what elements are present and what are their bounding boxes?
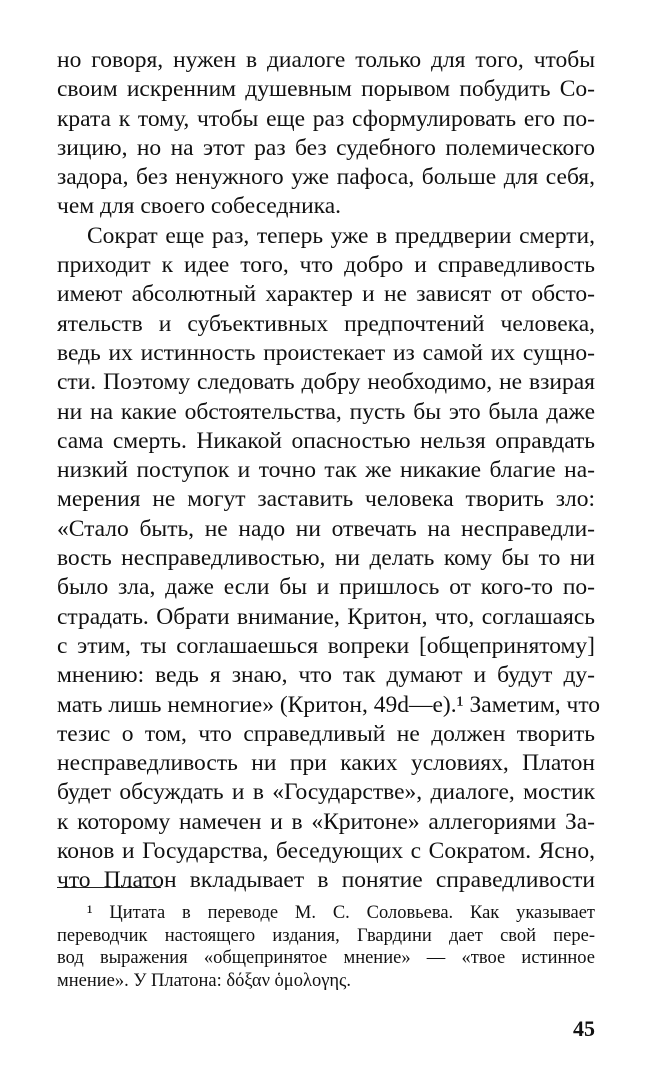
text-line: вость несправедливостью, ни делать кому бы то ни: [57, 545, 595, 572]
text-line: несправедливость ни при каких условиях, Платон: [57, 750, 595, 777]
footnote-line: ¹ Цитата в переводе М. С. Соловьева. Как указывает: [87, 903, 595, 923]
text-line: ни на какие обстоятельства, пусть бы это была даже: [57, 398, 595, 425]
text-line: мать лишь немногие» (Критон, 49d—e).¹ Заметим, что: [57, 691, 601, 718]
text-line: чем для своего собеседника.: [57, 193, 342, 220]
text-line: с этим, ты соглашаешься вопреки [общепринятому]: [57, 632, 595, 659]
main-text: [57, 46, 601, 896]
text-line: страдать. Обрати внимание, Критон, что, соглашаясь: [57, 603, 595, 630]
footnote-divider: [57, 887, 161, 888]
text-line: имеют абсолютный характер и не зависят от обсто-: [57, 281, 595, 308]
footnote-line: мнение». У Платона: δόξαν ὁμολογης.: [57, 970, 351, 991]
text-line: конов и Государства, беседующих с Сократом. Ясно,: [57, 838, 595, 865]
text-line: мнению: ведь я знаю, что так думают и будут ду-: [57, 662, 595, 689]
text-line: приходит к идее того, что добро и справедливость: [57, 252, 595, 279]
text-line: крата к тому, чтобы еще раз сформулировать его по-: [57, 105, 595, 132]
text-line: к которому намечен и в «Критоне» аллегориями За-: [57, 808, 595, 835]
text-line: тезис о том, что справедливый не должен творить: [57, 720, 595, 747]
footnote-line: вод выражения «общепринятое мнение» — «твое истинное: [57, 948, 595, 968]
footnote-line: переводчик настоящего издания, Гвардини дает свой пере-: [57, 925, 595, 946]
text-line: будет обсуждать и в «Государстве», диалоге, мостик: [57, 779, 595, 806]
text-line: было зла, даже если бы и пришлось от кого-то по-: [57, 574, 595, 601]
text-line: низкий поступок и точно так же никакие благие на-: [57, 457, 595, 484]
text-line: но говоря, нужен в диалоге только для того, чтобы: [57, 47, 595, 73]
page-number: 45: [573, 1016, 595, 1041]
text-line: мерения не могут заставить человека творить зло:: [57, 486, 595, 513]
footnote: [57, 902, 595, 992]
text-line: своим искренним душевным порывом побудить Со-: [57, 76, 595, 103]
text-line: ятельств и субъективных предпочтений человека,: [57, 310, 595, 337]
text-line: «Стало быть, не надо ни отвечать на несправедли-: [57, 515, 595, 542]
text-line: что Платон вкладывает в понятие справедливости: [57, 867, 595, 894]
text-line: сти. Поэтому следовать добру необходимо, не взирая: [57, 369, 595, 396]
text-line: сама смерть. Никакой опасностью нельзя оправдать: [57, 427, 595, 454]
text-line: задора, без ненужного уже пафоса, больше для себя,: [57, 164, 595, 191]
text-line: Сократ еще раз, теперь уже в преддверии смерти,: [87, 222, 595, 249]
text-line: ведь их истинность проистекает из самой их сущно-: [57, 339, 595, 366]
text-line: зицию, но на этот раз без судебного полемического: [57, 134, 595, 161]
